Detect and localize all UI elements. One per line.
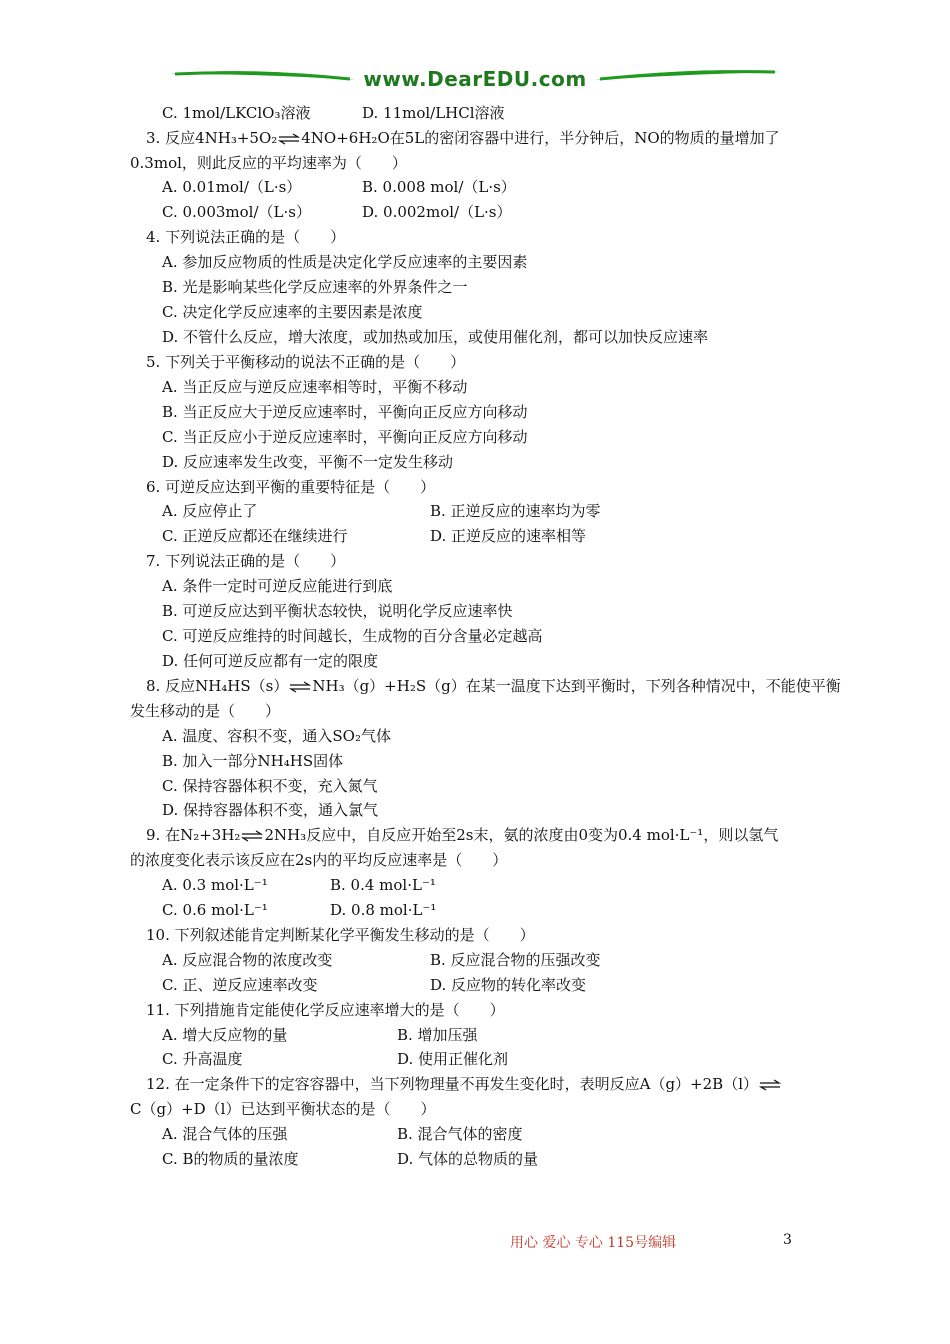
- equilibrium-arrow-icon: [759, 1079, 781, 1091]
- q2-option-d: D. 11mol/LHCl溶液: [362, 104, 505, 122]
- q12-stem: [146, 1074, 782, 1096]
- q8-stem: [146, 676, 841, 698]
- q10-option-d: D. 反应物的转化率改变: [430, 976, 587, 994]
- page-number: 3: [783, 1232, 792, 1248]
- q5-option-b: B. 当正反应大于逆反应速率时，平衡向正反应方向移动: [162, 403, 528, 421]
- q11-stem: 11. 下列措施肯定能使化学反应速率增大的是（ ）: [146, 1001, 505, 1019]
- q5-option-c: C. 当正反应小于逆反应速率时，平衡向正反应方向移动: [162, 428, 528, 446]
- q9-option-a: A. 0.3 mol·L⁻¹: [162, 876, 268, 894]
- q3-option-a: A. 0.01mol/（L·s）: [162, 178, 302, 196]
- equilibrium-arrow-icon: [289, 681, 311, 693]
- q4-option-c: C. 决定化学反应速率的主要因素是浓度: [162, 303, 423, 321]
- q6-option-b: B. 正逆反应的速率均为零: [430, 502, 601, 520]
- q9-option-b: B. 0.4 mol·L⁻¹: [330, 876, 436, 894]
- q10-option-b: B. 反应混合物的压强改变: [430, 951, 601, 969]
- q4-stem: 4. 下列说法正确的是（ ）: [146, 228, 346, 246]
- q11-option-b: B. 增加压强: [397, 1026, 478, 1044]
- q12-option-b: B. 混合气体的密度: [397, 1125, 523, 1143]
- q11-option-a: A. 增大反应物的量: [162, 1026, 288, 1044]
- q9-stem: [146, 825, 778, 847]
- q7-option-d: D. 任何可逆反应都有一定的限度: [162, 652, 379, 670]
- q11-option-d: D. 使用正催化剂: [397, 1050, 509, 1068]
- q3-stem-part2: 4NO+6H₂O在5L的密闭容器中进行，半分钟后，NO的物质的量增加了: [301, 129, 780, 147]
- q5-option-d: D. 反应速率发生改变，平衡不一定发生移动: [162, 453, 454, 471]
- q3-option-c: C. 0.003mol/（L·s）: [162, 203, 311, 221]
- q12-stem-part1: 12. 在一定条件下的定容容器中，当下列物理量不再发生变化时，表明反应A（g）+2B（l）: [146, 1075, 758, 1093]
- q6-stem: 6. 可逆反应达到平衡的重要特征是（ ）: [146, 478, 436, 496]
- q3-stem-line2: 0.3mol，则此反应的平均速率为（ ）: [130, 154, 407, 172]
- q12-stem-line2: C（g）+D（l）已达到平衡状态的是（ ）: [130, 1100, 436, 1118]
- q3-option-d: D. 0.002mol/（L·s）: [362, 203, 512, 221]
- q3-stem: [146, 128, 780, 150]
- q8-stem-part2: NH₃（g）+H₂S（g）在某一温度下达到平衡时，下列各种情况中，不能使平衡: [312, 677, 841, 695]
- q7-option-a: A. 条件一定时可逆反应能进行到底: [162, 577, 393, 595]
- q9-stem-line2: 的浓度变化表示该反应在2s内的平均反应速率是（ ）: [130, 851, 508, 869]
- q8-option-d: D. 保持容器体积不变，通入氯气: [162, 801, 379, 819]
- q4-option-d: D. 不管什么反应，增大浓度，或加热或加压，或使用催化剂，都可以加快反应速率: [162, 328, 709, 346]
- q10-stem: 10. 下列叙述能肯定判断某化学平衡发生移动的是（ ）: [146, 926, 535, 944]
- q9-option-c: C. 0.6 mol·L⁻¹: [162, 901, 268, 919]
- q9-stem-part2: 2NH₃反应中，自反应开始至2s末，氨的浓度由0变为0.4 mol·L⁻¹，则以氢气: [264, 826, 779, 844]
- q8-stem-line2: 发生移动的是（ ）: [130, 702, 281, 720]
- q3-stem-part1: 3. 反应4NH₃+5O₂: [146, 129, 278, 147]
- q7-option-b: B. 可逆反应达到平衡状态较快，说明化学反应速率快: [162, 602, 513, 620]
- site-logo: www.DearEDU.com: [363, 67, 587, 91]
- q7-stem: 7. 下列说法正确的是（ ）: [146, 552, 346, 570]
- q8-option-c: C. 保持容器体积不变，充入氮气: [162, 777, 378, 795]
- page-footer-text: 用心 爱心 专心 115号编辑: [510, 1235, 677, 1251]
- q4-option-a: A. 参加反应物质的性质是决定化学反应速率的主要因素: [162, 253, 528, 271]
- q8-option-b: B. 加入一部分NH₄HS固体: [162, 752, 344, 770]
- q10-option-a: A. 反应混合物的浓度改变: [162, 951, 333, 969]
- q5-stem: 5. 下列关于平衡移动的说法不正确的是（ ）: [146, 353, 466, 371]
- q12-option-c: C. B的物质的量浓度: [162, 1150, 299, 1168]
- equilibrium-arrow-icon: [278, 133, 300, 145]
- q6-option-d: D. 正逆反应的速率相等: [430, 527, 587, 545]
- q3-option-b: B. 0.008 mol/（L·s）: [362, 178, 516, 196]
- q10-option-c: C. 正、逆反应速率改变: [162, 976, 318, 994]
- q8-option-a: A. 温度、容积不变，通入SO₂气体: [162, 727, 391, 745]
- q9-option-d: D. 0.8 mol·L⁻¹: [330, 901, 437, 919]
- q8-stem-part1: 8. 反应NH₄HS（s）: [146, 677, 289, 695]
- q2-option-c: C. 1mol/LKClO₃溶液: [162, 104, 311, 122]
- q12-option-d: D. 气体的总物质的量: [397, 1150, 539, 1168]
- q5-option-a: A. 当正反应与逆反应速率相等时，平衡不移动: [162, 378, 468, 396]
- site-header: [170, 62, 780, 98]
- q12-option-a: A. 混合气体的压强: [162, 1125, 288, 1143]
- q9-stem-part1: 9. 在N₂+3H₂: [146, 826, 241, 844]
- q4-option-b: B. 光是影响某些化学反应速率的外界条件之一: [162, 278, 468, 296]
- q6-option-c: C. 正逆反应都还在继续进行: [162, 527, 348, 545]
- q7-option-c: C. 可逆反应维持的时间越长，生成物的百分含量必定越高: [162, 627, 543, 645]
- q6-option-a: A. 反应停止了: [162, 502, 258, 520]
- equilibrium-arrow-icon: [241, 830, 263, 842]
- q11-option-c: C. 升高温度: [162, 1050, 243, 1068]
